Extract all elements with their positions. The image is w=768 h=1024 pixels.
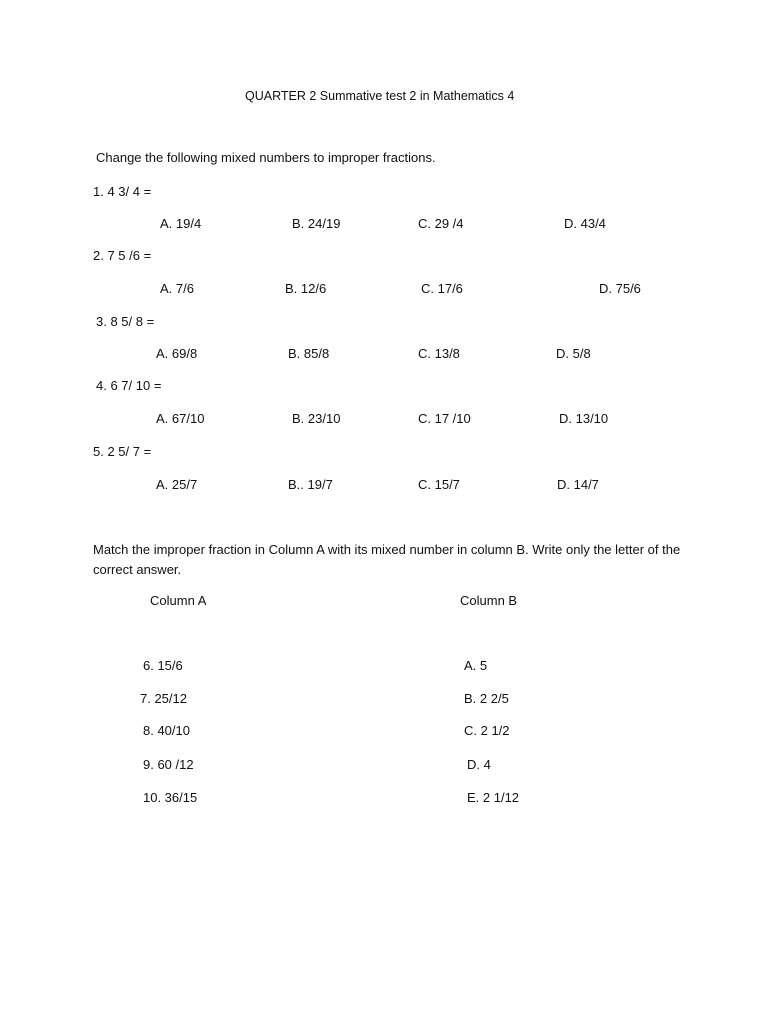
column-b-item-b: B. 2 2/5 [464,691,509,706]
q2-option-b: B. 12/6 [285,281,327,296]
question-4: 4. 6 7/ 10 = [96,378,162,393]
column-b-header: Column B [460,593,518,608]
q3-option-d: D. 5/8 [556,346,591,361]
part2-instruction: Match the improper fraction in Column A with its mixed number in column B. Write only the letter of the correct answer. [93,542,681,577]
question-3: 3. 8 5/ 8 = [96,314,155,329]
part1-instruction: Change the following mixed numbers to improper fractions. [96,150,436,165]
q3-option-a: A. 69/8 [156,346,198,361]
q4-option-d: D. 13/10 [559,411,609,426]
question-2: 2. 7 5 /6 = [93,248,152,263]
q5-option-c: C. 15/7 [418,477,460,492]
question-5: 5. 2 5/ 7 = [93,444,152,459]
q5-option-d: D. 14/7 [557,477,599,492]
column-a-header: Column A [150,593,207,608]
column-b-item-e: E. 2 1/12 [467,790,520,805]
q3-option-c: C. 13/8 [418,346,460,361]
document-title: QUARTER 2 Summative test 2 in Mathematics 4 [245,89,515,103]
q1-option-d: D. 43/4 [564,216,606,231]
column-b-item-a: A. 5 [464,658,488,673]
column-a-item-9: 9. 60 /12 [143,757,194,772]
q3-option-b: B. 85/8 [288,346,330,361]
question-1: 1. 4 3/ 4 = [93,184,152,199]
q4-option-c: C. 17 /10 [418,411,471,426]
q2-option-a: A. 7/6 [160,281,194,296]
q2-option-c: C. 17/6 [421,281,463,296]
column-a-item-7: 7. 25/12 [140,691,187,706]
q4-option-b: B. 23/10 [292,411,341,426]
q1-option-b: B. 24/19 [292,216,341,231]
column-a-item-6: 6. 15/6 [143,658,183,673]
q4-option-a: A. 67/10 [156,411,205,426]
column-b-item-d: D. 4 [467,757,491,772]
column-a-item-8: 8. 40/10 [143,723,190,738]
q5-option-b: B.. 19/7 [288,477,333,492]
q1-option-c: C. 29 /4 [418,216,464,231]
q2-option-d: D. 75/6 [599,281,641,296]
column-b-item-c: C. 2 1/2 [464,723,510,738]
column-a-item-10: 10. 36/15 [143,790,198,805]
q5-option-a: A. 25/7 [156,477,198,492]
q1-option-a: A. 19/4 [160,216,202,231]
